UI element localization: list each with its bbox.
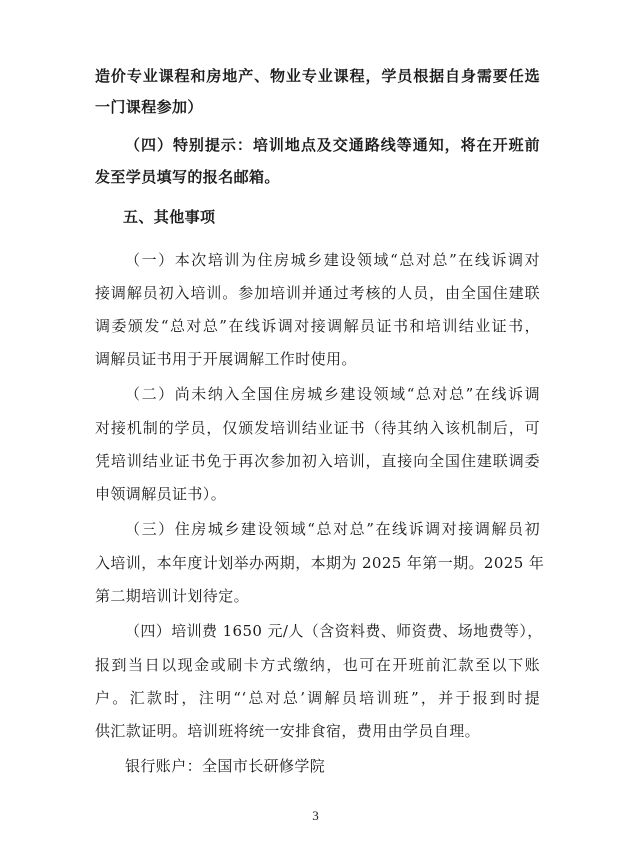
para-line: （三）住房城乡建设领域“总对总”在线诉调对接调解员初	[125, 520, 540, 538]
special-note-line: （四）特别提示：培训地点及交通路线等通知，将在开班前	[125, 136, 540, 154]
para-line: 户。汇款时，注明“‘总对总’调解员培训班”，并于报到时提	[95, 689, 540, 707]
para-line: 报到当日以现金或刷卡方式缴纳，也可在开班前汇款至以下账	[95, 656, 540, 674]
para-line: （二）尚未纳入全国住房城乡建设领域“总对总”在线诉调	[125, 385, 540, 403]
para-line: 接调解员初入培训。参加培训并通过考核的人员，由全国住建联	[95, 284, 540, 302]
para-line: 调解员证书用于开展调解工作时使用。	[95, 350, 357, 368]
section-heading: 五、其他事项	[123, 208, 216, 226]
para-line: 申领调解员证书）。	[95, 485, 227, 503]
para-line: 一门课程参加）	[95, 98, 203, 116]
para-line: （一）本次培训为住房城乡建设领域“总对总”在线诉调对	[125, 251, 540, 269]
page-number: 3	[312, 808, 319, 823]
bank-account-line: 银行账户：全国市长研修学院	[125, 757, 326, 775]
para-line: 造价专业课程和房地产、物业专业课程，学员根据自身需要任选	[95, 67, 540, 85]
para-line: 第二期培训计划待定。	[95, 587, 250, 605]
para-line: 对接机制的学员，仅颁发培训结业证书（待其纳入该机制后，可	[95, 419, 540, 437]
para-line: 凭培训结业证书免于再次参加初入培训，直接向全国住建联调委	[95, 452, 540, 470]
para-line: 入培训，本年度计划举办两期，本期为 2025 年第一期。2025 年	[95, 554, 545, 572]
para-line: （四）培训费 1650 元/人（含资料费、师资费、场地费等），	[125, 622, 543, 640]
special-note-line: 发至学员填写的报名邮箱。	[95, 168, 280, 186]
para-line: 调委颁发“总对总”在线诉调对接调解员证书和培训结业证书，	[95, 317, 540, 335]
para-line: 供汇款证明。培训班将统一安排食宿，费用由学员自理。	[95, 722, 481, 740]
